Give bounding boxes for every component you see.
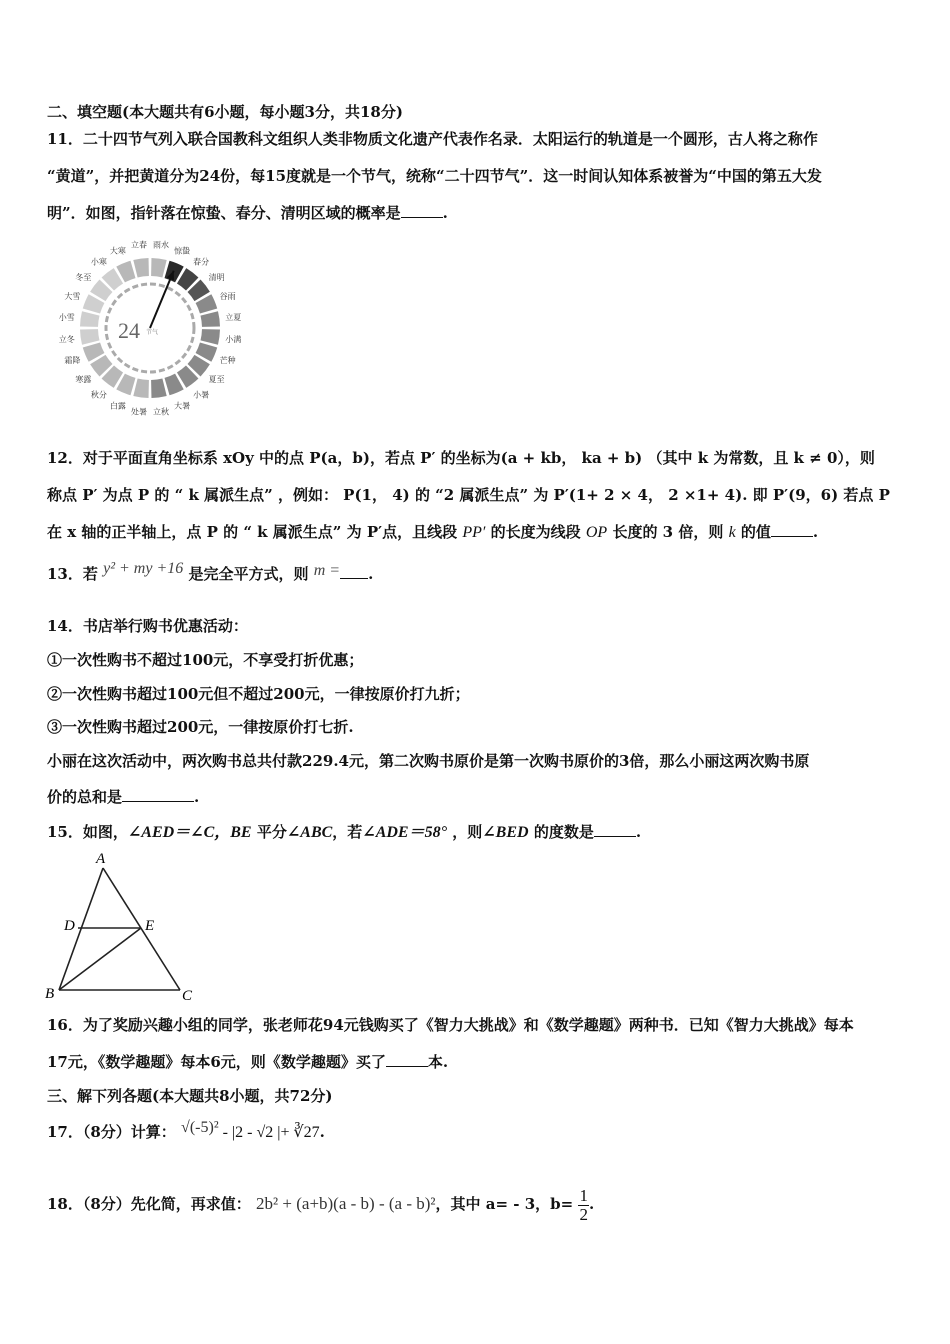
q13-m-equals: m =	[313, 562, 341, 579]
q14-line-3: ②一次性购书超过100元但不超过200元，一律按原价打九折；	[47, 685, 470, 703]
q14-line-2: ①一次性购书不超过100元，不享受打折优惠；	[47, 651, 364, 669]
q18-end: .	[588, 1195, 595, 1213]
wheel-term-label: 雨水	[152, 240, 169, 250]
wheel-center-number: 24	[118, 318, 140, 343]
wheel-term-label: 谷雨	[219, 291, 236, 301]
wheel-segment	[151, 378, 167, 397]
wheel-pointer	[150, 271, 174, 328]
q12-text-b: 的长度为线段	[490, 523, 581, 541]
triangle-figure	[40, 848, 210, 1004]
q14-end: .	[194, 788, 200, 806]
q15-text-e: ，若	[332, 823, 363, 841]
q15-condition: ∠AED＝∠C，BE	[127, 824, 252, 841]
q17-prefix: 17．（8分）计算：	[47, 1123, 176, 1141]
wheel-term-label: 小暑	[193, 390, 210, 400]
label-d: D	[64, 918, 75, 934]
q13-line	[47, 560, 374, 585]
wheel-term-label: 春分	[193, 257, 210, 267]
label-a: A	[96, 851, 106, 867]
wheel-term-label: 清明	[208, 272, 225, 282]
q16-line-2	[47, 1052, 448, 1072]
section-2-heading: 二、填空题(本大题共有6小题，每小题3分，共18分)	[47, 103, 403, 121]
wheel-segment	[80, 329, 99, 345]
q11-line-2: “黄道”，并把黄道分为24份，每15度就是一个节气，统称“二十四节气”．这一时间认知体系被誉为“中国的第五大发	[47, 167, 822, 185]
q18-expression: 2b² + (a+b)(a - b) - (a - b)²	[256, 1194, 436, 1213]
q12-line-1: 12．对于平面直角坐标系 xOy 中的点 P(a，b)，若点 P′ 的坐标为(a + kb， ka + b) （其中 k 为常数，且 k ≠ 0），则	[47, 449, 875, 467]
wheel-term-label: 立冬	[58, 334, 75, 344]
q15-text-g: ，则	[452, 823, 483, 841]
q13-end: .	[368, 565, 374, 583]
q18-fraction	[578, 1187, 589, 1224]
wheel-segment	[200, 311, 219, 327]
q15-text-c: 平分	[256, 823, 287, 841]
answer-blank	[401, 203, 443, 218]
wheel-term-label: 寒露	[75, 375, 92, 385]
q12-end: .	[812, 523, 819, 541]
q13-expression: y² + my +16	[103, 560, 184, 577]
wheel-term-label: 夏至	[208, 375, 225, 385]
wheel-term-label: 立夏	[225, 313, 242, 323]
q14-line-1: 14．书店举行购书优惠活动：	[47, 617, 248, 635]
q18-frac-numerator: 1	[579, 1185, 588, 1205]
segment-be	[59, 928, 141, 990]
q16-text: 17元，《数学趣题》每本6元，则《数学趣题》买了	[47, 1053, 386, 1071]
q18-frac-denominator: 2	[579, 1204, 588, 1224]
wheel-term-label: 大暑	[174, 401, 191, 411]
q17-sqrt-term: √(-5)²	[181, 1119, 219, 1136]
wheel-term-label: 小雪	[58, 313, 75, 323]
q15-prefix: 15．如图，	[47, 823, 128, 841]
q12-line-3	[47, 522, 818, 543]
q15-angle-ade: ∠ADE＝58°	[362, 824, 448, 841]
wheel-term-label: 立秋	[152, 407, 169, 417]
wheel-segment	[133, 258, 149, 277]
wheel-segment	[133, 378, 149, 397]
q13-middle: 是完全平方式，则	[188, 565, 309, 583]
wheel-term-label: 小满	[225, 334, 242, 344]
wheel-segment	[200, 329, 219, 345]
wheel-term-label: 大寒	[109, 246, 126, 256]
q11-line-1: 11．二十四节气列入联合国教科文组织人类非物质文化遗产代表作名录．太阳运行的轨道是一个圆形，古人将之称作	[47, 130, 818, 148]
q18-middle: ，其中 a= - 3，b=	[435, 1195, 574, 1213]
wheel-term-label: 秋分	[90, 390, 107, 400]
q11-line-3	[47, 203, 448, 223]
wheel-center-caption: 节气	[146, 330, 159, 336]
q14-text: 价的总和是	[47, 788, 123, 806]
q14-line-5: 小丽在这次活动中，两次购书总共付款229.4元，第二次购书原价是第一次购书原价的3倍，那么小丽这两次购书原	[47, 752, 810, 770]
q17-line	[47, 1119, 325, 1143]
q12-var-k: k	[728, 524, 736, 541]
q14-line-4: ③一次性购书超过200元，一律按原价打七折.	[47, 718, 354, 736]
answer-blank	[771, 522, 813, 537]
wheel-term-label: 小寒	[90, 257, 107, 267]
label-c: C	[182, 988, 193, 1004]
q15-angle-abc: ∠ABC	[286, 824, 333, 841]
q18-line	[47, 1186, 594, 1224]
label-e: E	[145, 918, 155, 934]
wheel-term-label: 立春	[131, 240, 148, 250]
side-ac	[103, 868, 180, 990]
wheel-term-label: 芒种	[219, 356, 236, 366]
q15-text-i: 的度数是	[533, 823, 594, 841]
wheel-term-label: 冬至	[75, 272, 92, 282]
q16-line-1: 16．为了奖励兴趣小组的同学，张老师花94元钱购买了《智力大挑战》和《数学趣题》两种书．已知《智力大挑战》每本	[47, 1016, 854, 1034]
q12-text-a: 在 x 轴的正半轴上，点 P 的 “ k 属派生点” 为 P′点，且线段	[47, 523, 458, 541]
q13-prefix: 13．若	[47, 565, 98, 583]
answer-blank	[386, 1052, 428, 1067]
q15-end: .	[635, 823, 642, 841]
wheel-term-label: 霜降	[64, 356, 81, 366]
q17-rest-expression: - |2 - √2 |+ ∛27	[218, 1124, 320, 1141]
q12-segment-pp: PP′	[462, 524, 486, 541]
q11-end: .	[442, 204, 448, 222]
solar-terms-wheel	[40, 228, 270, 418]
q17-end: .	[319, 1123, 325, 1141]
q12-text-d: 的值	[740, 523, 771, 541]
q12-segment-op: OP	[585, 524, 608, 541]
wheel-term-label: 惊蛰	[174, 246, 191, 256]
answer-blank	[594, 822, 636, 837]
q14-line-6	[47, 787, 199, 807]
q12-text-c: 长度的 3 倍，则	[612, 523, 724, 541]
q12-line-2: 称点 P′ 为点 P 的 “ k 属派生点” ，例如： P(1， 4) 的 “2 属派生点” 为 P′(1+ 2 × 4， 2 ×1+ 4). 即 P′(9，6) 若点 P	[47, 486, 890, 504]
q15-angle-bed: ∠BED	[482, 824, 529, 841]
wheel-term-label: 白露	[109, 401, 126, 411]
q16-end: 本.	[427, 1053, 449, 1071]
wheel-segment	[80, 311, 99, 327]
label-b: B	[45, 986, 55, 1002]
section-3-heading: 三、解下列各题(本大题共8小题，共72分)	[47, 1087, 333, 1105]
q11-text: 明”．如图，指针落在惊蛰、春分、清明区域的概率是	[47, 204, 401, 222]
answer-blank	[122, 787, 194, 802]
wheel-term-label: 大雪	[64, 291, 81, 301]
q18-prefix: 18．（8分）先化简，再求值：	[47, 1195, 251, 1213]
wheel-term-label: 处暑	[131, 407, 148, 417]
q15-line	[47, 822, 641, 843]
wheel-segment	[151, 258, 167, 277]
answer-blank	[340, 564, 368, 579]
